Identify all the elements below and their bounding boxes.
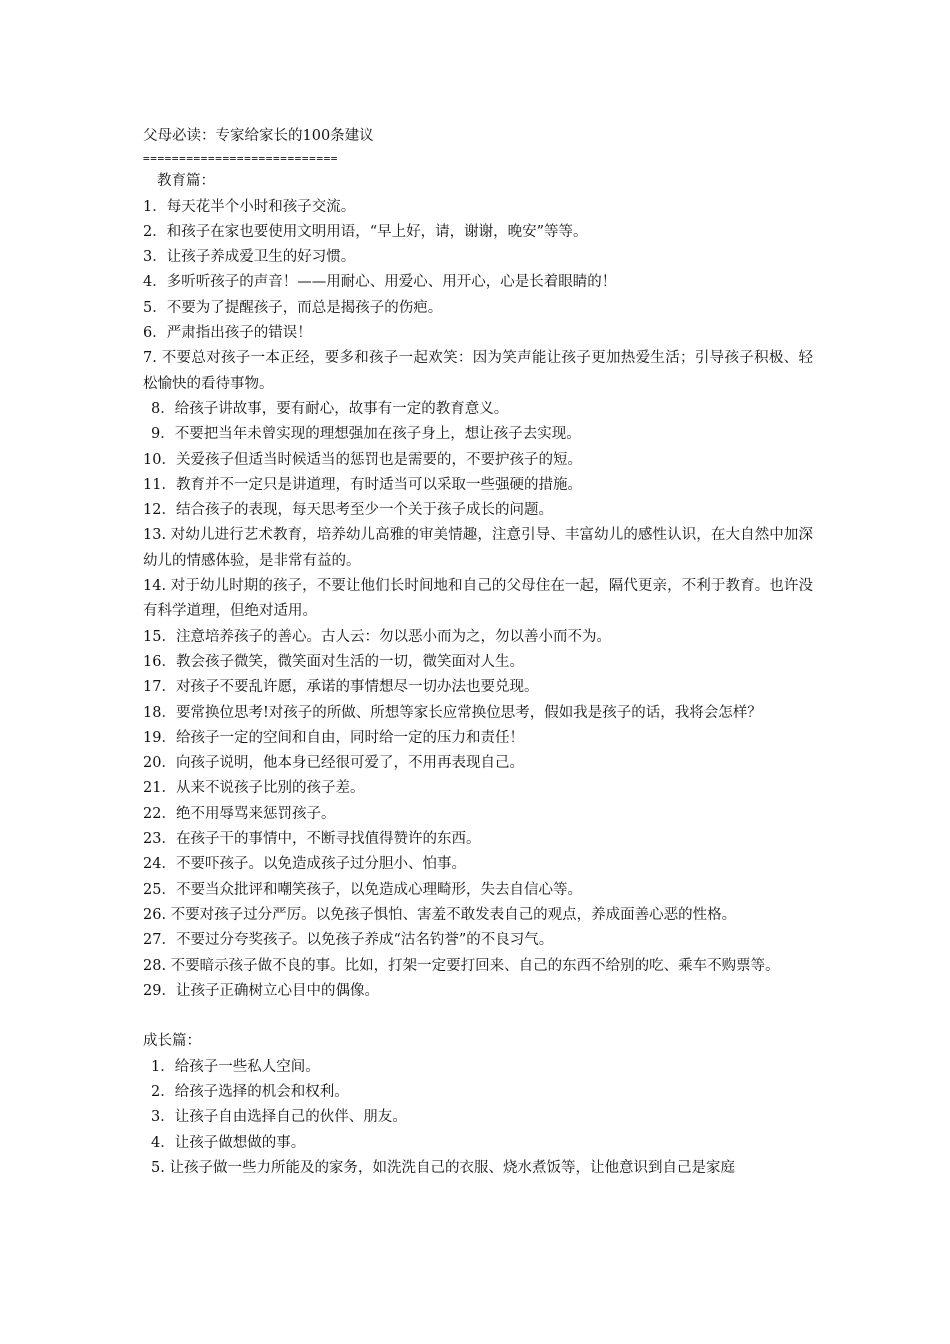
education-heading: 教育篇：	[157, 173, 215, 190]
education-item: 11．教育并不一定只是讲道理，有时适当可以采取一些强硬的措施。	[143, 476, 582, 493]
education-item: 4．多听听孩子的声音！——用耐心、用爱心、用开心，心是长着眼睛的！	[143, 274, 617, 291]
education-item: 7. 不要总对孩子一本正经，要多和孩子一起欢笑：因为笑声能让孩子更加热爱生活；引导孩子积极、轻松愉快的看待事物。	[143, 350, 813, 392]
growth-item: 2．给孩子选择的机会和权利。	[151, 1083, 349, 1100]
document-page	[143, 124, 813, 1181]
growth-item: 5. 让孩子做一些力所能及的家务，如洗洗自己的衣服、烧水煮饭等，让他意识到自己是家庭	[151, 1159, 735, 1176]
education-item: 18．要常换位思考!对孩子的所做、所想等家长应常换位思考，假如我是孩子的话，我将会怎样？	[143, 704, 762, 721]
growth-list	[143, 1055, 813, 1181]
education-item: 10．关爱孩子但适当时候适当的惩罚也是需要的，不要护孩子的短。	[143, 451, 582, 468]
education-item: 20．向孩子说明，他本身已经很可爱了，不用再表现自己。	[143, 755, 524, 772]
education-item: 3．让孩子养成爱卫生的好习惯。	[143, 249, 356, 266]
education-item: 8．给孩子讲故事，要有耐心，故事有一定的教育意义。	[151, 400, 509, 417]
education-item: 28. 不要暗示孩子做不良的事。比如，打架一定要打回来、自己的东西不给别的吃、乘车不购票等。	[143, 957, 780, 974]
education-item: 21．从来不说孩子比别的孩子差。	[143, 780, 365, 797]
education-list	[143, 195, 813, 1005]
education-item: 14. 对于幼儿时期的孩子，不要让他们长时间地和自己的父母住在一起，隔代更亲，不利于教育。也许没有科学道理，但绝对适用。	[143, 578, 813, 620]
growth-item: 3．让孩子自由选择自己的伙伴、朋友。	[151, 1109, 407, 1126]
education-item: 17．对孩子不要乱许愿，承诺的事情想尽一切办法也要兑现。	[143, 679, 539, 696]
education-item: 16．教会孩子微笑，微笑面对生活的一切，微笑面对人生。	[143, 653, 524, 670]
education-item: 2．和孩子在家也要使用文明用语，“早上好，请，谢谢，晚安”等等。	[143, 223, 588, 240]
education-item: 1．每天花半个小时和孩子交流。	[143, 198, 356, 215]
education-item: 25．不要当众批评和嘲笑孩子，以免造成心理畸形，失去自信心等。	[143, 881, 582, 898]
education-item: 27．不要过分夸奖孩子。以免孩子养成“沽名钓誉”的不良习气。	[143, 932, 554, 949]
education-item: 23．在孩子干的事情中，不断寻找值得赞许的东西。	[143, 831, 481, 848]
education-item: 13. 对幼儿进行艺术教育，培养幼儿高雅的审美情趣，注意引导、丰富幼儿的感性认识，在大自然中加深幼儿的情感体验，是非常有益的。	[143, 527, 813, 569]
document-title: 父母必读：专家给家长的100条建议	[143, 128, 374, 144]
section-spacer	[143, 1004, 813, 1029]
growth-item: 4．让孩子做想做的事。	[151, 1134, 306, 1151]
education-item: 9．不要把当年未曾实现的理想强加在孩子身上，想让孩子去实现。	[151, 426, 581, 443]
education-item: 29．让孩子正确树立心目中的偶像。	[143, 982, 379, 999]
education-item: 24．不要吓孩子。以免造成孩子过分胆小、怕事。	[143, 856, 466, 873]
education-item: 15．注意培养孩子的善心。古人云：勿以恶小而为之，勿以善小而不为。	[143, 628, 611, 645]
growth-heading: 成长篇：	[143, 1033, 201, 1050]
education-item: 19．给孩子一定的空间和自由，同时给一定的压力和责任！	[143, 729, 524, 746]
education-item: 22．绝不用辱骂来惩罚孩子。	[143, 805, 336, 822]
education-item: 12．结合孩子的表现，每天思考至少一个关于孩子成长的问题。	[143, 502, 553, 519]
education-item: 6．严肃指出孩子的错误！	[143, 325, 312, 342]
education-item: 5．不要为了提醒孩子，而总是揭孩子的伤疤。	[143, 299, 443, 316]
growth-item: 1．给孩子一些私人空间。	[151, 1058, 320, 1075]
education-item: 26. 不要对孩子过分严厉。以免孩子惧怕、害羞不敢发表自己的观点，养成面善心恶的性格。	[143, 906, 737, 923]
separator-line: ===========================	[143, 152, 339, 166]
